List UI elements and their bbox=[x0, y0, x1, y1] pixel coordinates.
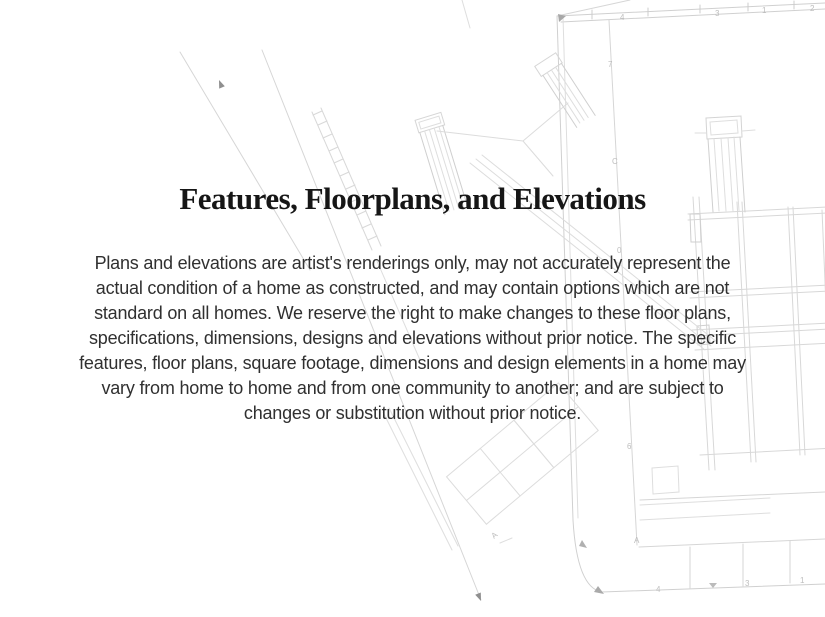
disclaimer-line: actual condition of a home as constructed, and may contain options which are not bbox=[95, 278, 730, 298]
grid-label: 3 bbox=[745, 579, 750, 588]
grid-label: C bbox=[612, 157, 618, 166]
section-marker-icon bbox=[709, 583, 717, 588]
grid-label: 1 bbox=[800, 576, 805, 585]
grid-label: 6 bbox=[627, 442, 632, 451]
disclaimer-line: changes or substitution without prior notice. bbox=[243, 403, 582, 423]
grid-label: 7 bbox=[608, 60, 613, 69]
blueprint-grid-cells bbox=[639, 492, 825, 588]
grid-label: 4 bbox=[620, 13, 625, 22]
grid-label: A bbox=[634, 536, 640, 545]
disclaimer-line: Plans and elevations are artist's renderings only, may not accurately represent the bbox=[94, 253, 731, 273]
disclaimer-line: specifications, dimensions, designs and elevations without prior notice. The specific bbox=[88, 328, 737, 348]
grid-label: A bbox=[489, 530, 500, 541]
disclaimer-line: standard on all homes. We reserve the right to make changes to these floor plans, bbox=[94, 303, 731, 323]
dimension-arrow-icon bbox=[475, 593, 481, 602]
grid-label: 4 bbox=[656, 585, 661, 594]
page-title: Features, Floorplans, and Elevations bbox=[179, 181, 646, 216]
edge-arrow-marker bbox=[579, 540, 587, 548]
sheet-corner-marker bbox=[594, 586, 604, 594]
disclaimer-line: features, floor plans, square footage, dimensions and design elements in a home may bbox=[79, 353, 746, 373]
grid-label: 0 bbox=[617, 246, 622, 255]
grid-label: 3 bbox=[715, 9, 720, 18]
disclaimer-paragraph bbox=[0, 251, 825, 426]
grid-label: 1 bbox=[762, 6, 767, 15]
grid-label: 2 bbox=[810, 4, 815, 13]
disclaimer-line: vary from home to home and from one community to another; and are subject to bbox=[101, 378, 724, 398]
